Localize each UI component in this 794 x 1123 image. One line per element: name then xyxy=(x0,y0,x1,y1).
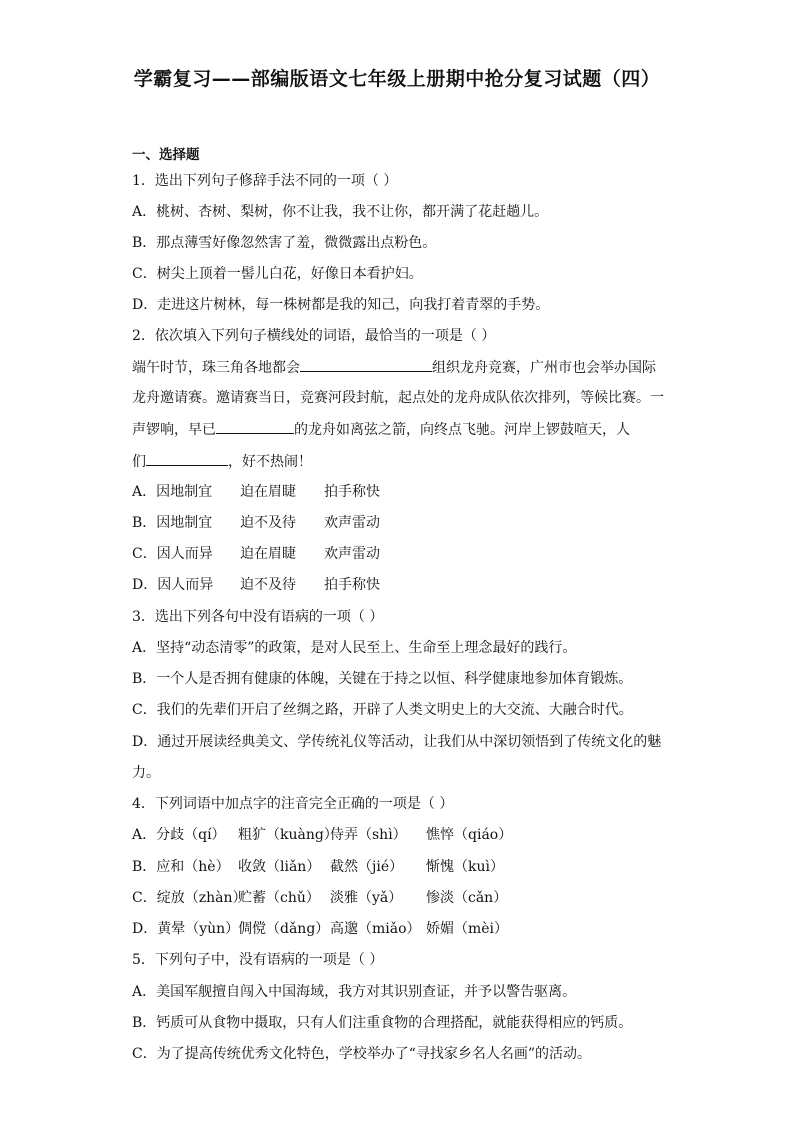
q4-option-c xyxy=(132,888,672,908)
option-term: 拍手称快 xyxy=(324,577,380,593)
q2-option-a xyxy=(132,482,672,502)
q2-passage-text: ，好不热闹！ xyxy=(228,454,312,470)
pinyin-term: D．黄晕（yùn） xyxy=(132,921,240,937)
pinyin-term: 粗犷（kuàng） xyxy=(238,827,338,843)
q1-option-c: C．树尖上顶着一髻儿白花，好像日本看护妇。 xyxy=(132,266,423,282)
q3-option-b: B．一个人是否拥有健康的体魄，关键在于持之以恒、科学健康地参加体育锻炼。 xyxy=(132,671,633,687)
q4-stem: 4．下列词语中加点字的注音完全正确的一项是（ ） xyxy=(132,796,454,812)
q2-option-c xyxy=(132,544,672,564)
q5-stem: 5．下列句子中，没有语病的一项是（ ） xyxy=(132,952,384,968)
q2-passage-text: 的龙舟如离弦之箭，向终点飞驰。河岸上锣鼓喧天，人 xyxy=(294,422,630,438)
pinyin-term: 倜傥（dǎng） xyxy=(238,921,330,937)
option-term: C．因人而异 xyxy=(132,546,213,562)
pinyin-term: 高邈（miǎo） xyxy=(330,921,421,937)
q3-option-d: D．通过开展读经典美文、学传统礼仪等活动，让我们从中深切领悟到了传统文化的魅 xyxy=(132,734,662,750)
q2-passage-line-2: 龙舟邀请赛。邀请赛当日，竞赛河段封航，起点处的龙舟成队依次排列，等候比赛。一 xyxy=(132,390,664,406)
q2-passage-line-3 xyxy=(132,419,672,439)
option-term: D．因人而异 xyxy=(132,577,214,593)
option-term: A．因地制宜 xyxy=(132,484,213,500)
option-term: 迫在眉睫 xyxy=(240,484,296,500)
q1-stem: 1．选出下列句子修辞手法不同的一项（ ） xyxy=(132,173,398,189)
option-term: 欢声雷动 xyxy=(324,515,380,531)
q2-passage-text: 声锣响，早已 xyxy=(132,422,216,438)
pinyin-term: 娇媚（mèi） xyxy=(426,921,509,937)
option-term: 迫不及待 xyxy=(240,515,296,531)
q1-option-b: B．那点薄雪好像忽然害了羞，微微露出点粉色。 xyxy=(132,235,437,251)
fill-blank-3 xyxy=(146,451,228,466)
q2-passage-text: 组织龙舟竞赛，广州市也会举办国际 xyxy=(432,360,656,376)
pinyin-term: 截然（jié） xyxy=(330,859,404,875)
option-term: B．因地制宜 xyxy=(132,515,213,531)
q4-option-a xyxy=(132,825,672,845)
pinyin-term: B．应和（hè） xyxy=(132,859,230,875)
q1-option-d: D．走进这片树林，每一株树都是我的知己，向我打着青翠的手势。 xyxy=(132,297,550,313)
option-term: 拍手称快 xyxy=(324,484,380,500)
pinyin-term: 惭愧（kuì） xyxy=(426,859,504,875)
q3-option-a: A．坚持“动态清零”的政策，是对人民至上、生命至上理念最好的践行。 xyxy=(132,640,577,656)
pinyin-term: 惨淡（cǎn） xyxy=(426,890,508,906)
q5-option-b: B．钙质可从食物中摄取，只有人们注重食物的合理搭配，就能获得相应的钙质。 xyxy=(132,1015,633,1031)
q2-option-d xyxy=(132,575,672,595)
pinyin-term: 憔悴（qiáo） xyxy=(426,827,513,843)
q2-stem: 2．依次填入下列句子横线处的词语，最恰当的一项是（ ） xyxy=(132,328,496,344)
option-term: 迫不及待 xyxy=(240,577,296,593)
q2-passage-text: 们 xyxy=(132,454,146,470)
pinyin-term: A．分歧（qí） xyxy=(132,827,226,843)
pinyin-term: 收敛（liǎn） xyxy=(238,859,321,875)
q2-passage-line-1 xyxy=(132,357,672,377)
q3-option-c: C．我们的先辈们开启了丝绸之路，开辟了人类文明史上的大交流、大融合时代。 xyxy=(132,702,633,718)
section-heading: 一、选择题 xyxy=(132,147,200,163)
pinyin-term: 贮蓄（chǔ） xyxy=(238,890,320,906)
pinyin-term: 侍弄（shì） xyxy=(330,827,407,843)
q3-stem: 3．选出下列各句中没有语病的一项（ ） xyxy=(132,609,384,625)
document-title: 学霸复习——部编版语文七年级上册期中抢分复习试题（四） xyxy=(133,68,661,90)
pinyin-term: 淡雅（yǎ） xyxy=(330,890,403,906)
pinyin-term: C．绽放（zhàn） xyxy=(132,890,247,906)
option-term: 迫在眉睫 xyxy=(240,546,296,562)
option-term: 欢声雷动 xyxy=(324,546,380,562)
q3-option-d-continued: 力。 xyxy=(132,765,160,781)
q2-passage-line-4 xyxy=(132,451,672,471)
q4-option-b xyxy=(132,857,672,877)
fill-blank-2 xyxy=(216,419,294,434)
q5-option-a: A．美国军舰擅自闯入中国海域，我方对其识别查证，并予以警告驱离。 xyxy=(132,984,577,1000)
q2-passage-text: 端午时节，珠三角各地都会 xyxy=(132,360,300,376)
q1-option-a: A．桃树、杏树、梨树，你不让我，我不让你，都开满了花赶趟儿。 xyxy=(132,204,549,220)
q5-option-c: C．为了提高传统优秀文化特色，学校举办了“寻找家乡名人名画”的活动。 xyxy=(132,1046,592,1062)
q4-option-d xyxy=(132,919,672,939)
q2-option-b xyxy=(132,513,672,533)
fill-blank-1 xyxy=(300,357,432,372)
